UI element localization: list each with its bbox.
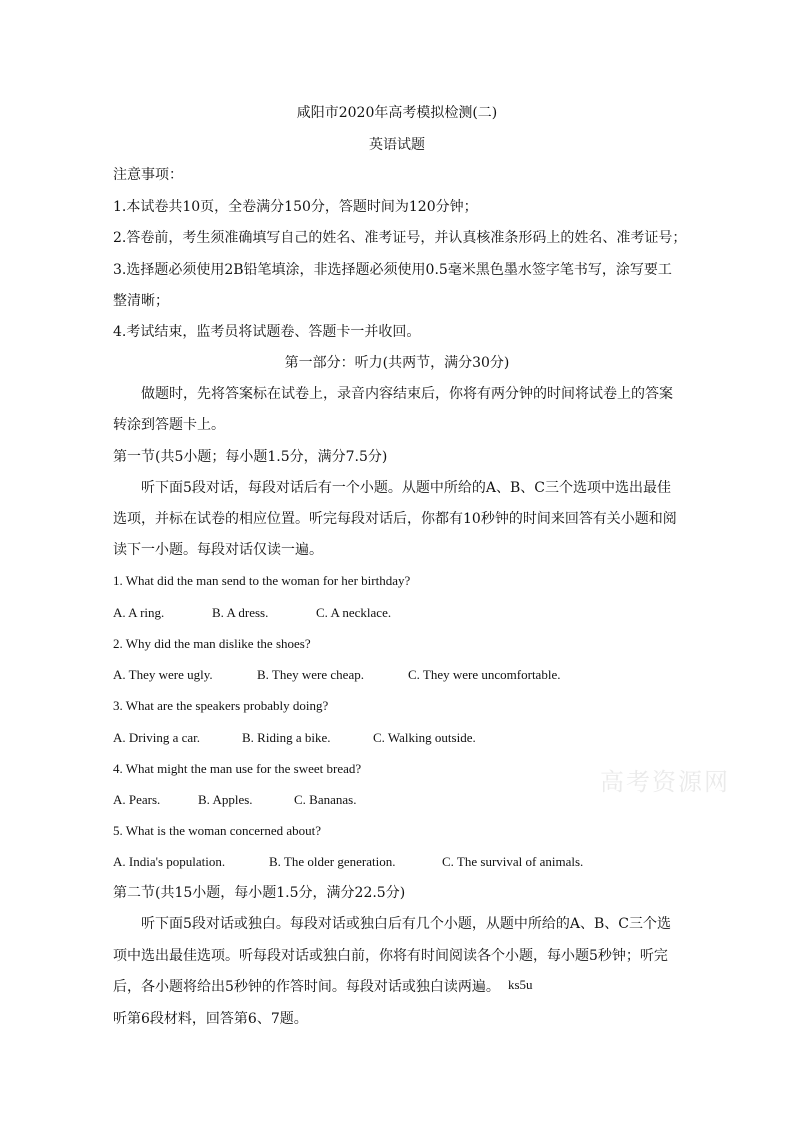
question-1: 1. What did the man send to the woman for her birthday? xyxy=(113,573,411,588)
option-a: A. They were ugly. xyxy=(113,667,213,682)
exam-subject: 英语试题 xyxy=(369,137,425,153)
option-a: A. A ring. xyxy=(113,605,165,620)
section2-inst-a: 听下面5段对话或独白。每段对话或独白后有几个小题，从题中所给的A、B、C三个选 xyxy=(141,916,672,932)
option-c: C. They were uncomfortable. xyxy=(408,667,561,682)
question-2-options xyxy=(113,666,683,684)
option-b: B. A dress. xyxy=(212,605,269,620)
question-4: 4. What might the man use for the sweet bread? xyxy=(113,761,362,776)
option-c: C. A necklace. xyxy=(316,605,392,620)
question-3-options xyxy=(113,729,683,747)
option-c: C. Walking outside. xyxy=(373,730,476,745)
note-2: 2.答卷前，考生须准确填写自己的姓名、准考证号，并认真核准条形码上的姓名、准考证号； xyxy=(113,230,687,246)
section2-inst-c: 后，各小题将给出5秒钟的作答时间。每段对话或独白读两遍。 xyxy=(113,979,500,995)
note-3b: 整清晰； xyxy=(113,293,169,309)
section1-inst-b: 选项，并标在试卷的相应位置。听完每段对话后，你都有10秒钟的时间来回答有关小题和阅 xyxy=(113,511,677,527)
note-3a: 3.选择题必须使用2B铅笔填涂，非选择题必须使用0.5毫米黑色墨水签字笔书写，涂写要工 xyxy=(113,262,672,278)
question-3: 3. What are the speakers probably doing? xyxy=(113,698,329,713)
source-mark: ks5u xyxy=(508,977,533,992)
part1-intro-a: 做题时，先将答案标在试卷上，录音内容结束后，你将有两分钟的时间将试卷上的答案 xyxy=(141,386,673,402)
option-b: B. The older generation. xyxy=(269,854,396,869)
section2-title: 第二节(共15小题，每小题1.5分，满分22.5分) xyxy=(113,885,406,901)
option-b: B. Riding a bike. xyxy=(242,730,331,745)
section1-inst-a: 听下面5段对话，每段对话后有一个小题。从题中所给的A、B、C三个选项中选出最佳 xyxy=(141,480,672,496)
option-b: B. Apples. xyxy=(198,792,253,807)
watermark: 高考资源网 xyxy=(600,768,730,796)
section1-inst-c: 读下一小题。每段对话仅读一遍。 xyxy=(113,542,323,558)
question-1-options xyxy=(113,604,683,622)
part1-intro-b: 转涂到答题卡上。 xyxy=(113,417,225,433)
note-4: 4.考试结束，监考员将试题卷、答题卡一并收回。 xyxy=(113,324,421,340)
question-2: 2. Why did the man dislike the shoes? xyxy=(113,636,311,651)
section1-title: 第一节(共5小题；每小题1.5分，满分7.5分) xyxy=(113,449,388,465)
option-a: A. India's population. xyxy=(113,854,226,869)
option-a: A. Driving a car. xyxy=(113,730,201,745)
question-4-options xyxy=(113,791,683,809)
material-6-note: 听第6段材料，回答第6、7题。 xyxy=(113,1011,308,1027)
option-c: C. The survival of animals. xyxy=(442,854,584,869)
notes-heading: 注意事项： xyxy=(113,167,183,183)
section2-inst-b: 项中选出最佳选项。听每段对话或独白前，你将有时间阅读各个小题，每小题5秒钟；听完 xyxy=(113,948,668,964)
question-5-options xyxy=(113,853,683,871)
note-1: 1.本试卷共10页，全卷满分150分，答题时间为120分钟； xyxy=(113,199,478,215)
option-b: B. They were cheap. xyxy=(257,667,364,682)
option-c: C. Bananas. xyxy=(294,792,357,807)
exam-title: 咸阳市2020年高考模拟检测(二) xyxy=(296,105,498,121)
option-a: A. Pears. xyxy=(113,792,161,807)
part1-title: 第一部分：听力(共两节，满分30分) xyxy=(284,355,510,371)
question-5: 5. What is the woman concerned about? xyxy=(113,823,322,838)
